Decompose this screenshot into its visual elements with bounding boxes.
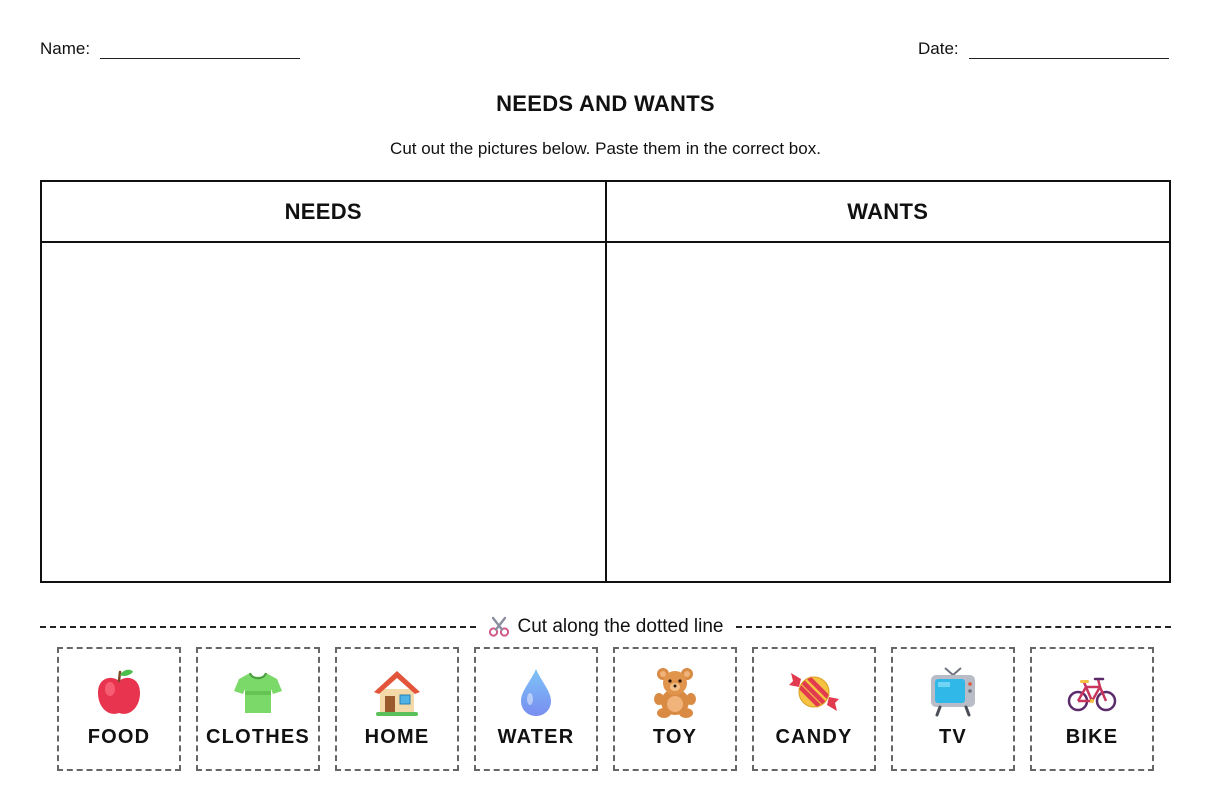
apple-icon [92, 665, 146, 719]
needs-column [42, 182, 605, 581]
card-food[interactable] [57, 647, 181, 771]
dotted-line-right [736, 626, 1172, 628]
card-water[interactable] [474, 647, 598, 771]
name-blank-line[interactable] [100, 42, 300, 59]
bicycle-icon [1065, 665, 1119, 719]
tv-icon [926, 665, 980, 719]
cut-instruction-label: Cut along the dotted line [517, 616, 724, 637]
card-label: WATER [497, 726, 575, 748]
card-home[interactable] [335, 647, 459, 771]
needs-heading: NEEDS [42, 182, 605, 243]
name-label: Name: [40, 39, 91, 58]
card-label: BIKE [1065, 726, 1119, 748]
wants-paste-area[interactable] [607, 243, 1170, 581]
house-icon [370, 665, 424, 719]
candy-icon [787, 665, 841, 719]
card-candy[interactable] [752, 647, 876, 771]
card-label: TOY [652, 726, 698, 748]
card-label: CANDY [775, 726, 853, 748]
name-field[interactable] [40, 39, 300, 59]
cut-line-divider [40, 614, 1171, 640]
wants-heading: WANTS [607, 182, 1170, 243]
water-drop-icon [509, 665, 563, 719]
dotted-line-left [40, 626, 476, 628]
date-label: Date: [918, 39, 959, 58]
wants-column [605, 182, 1170, 581]
date-field[interactable] [918, 39, 1169, 59]
card-toy[interactable] [613, 647, 737, 771]
scissors-icon [488, 616, 510, 638]
card-label: CLOTHES [206, 726, 310, 748]
shirt-icon [231, 665, 285, 719]
page-title: NEEDS AND WANTS [496, 91, 715, 116]
needs-paste-area[interactable] [42, 243, 605, 581]
cut-instruction [476, 616, 736, 638]
card-tv[interactable] [891, 647, 1015, 771]
card-bike[interactable] [1030, 647, 1154, 771]
cutout-cards [57, 647, 1154, 771]
instructions-text: Cut out the pictures below. Paste them in the correct box. [390, 139, 821, 158]
card-clothes[interactable] [196, 647, 320, 771]
sorting-table [40, 180, 1171, 583]
date-blank-line[interactable] [969, 42, 1169, 59]
card-label: FOOD [87, 726, 151, 748]
teddy-bear-icon [648, 665, 702, 719]
card-label: HOME [364, 726, 430, 748]
card-label: TV [939, 726, 967, 748]
